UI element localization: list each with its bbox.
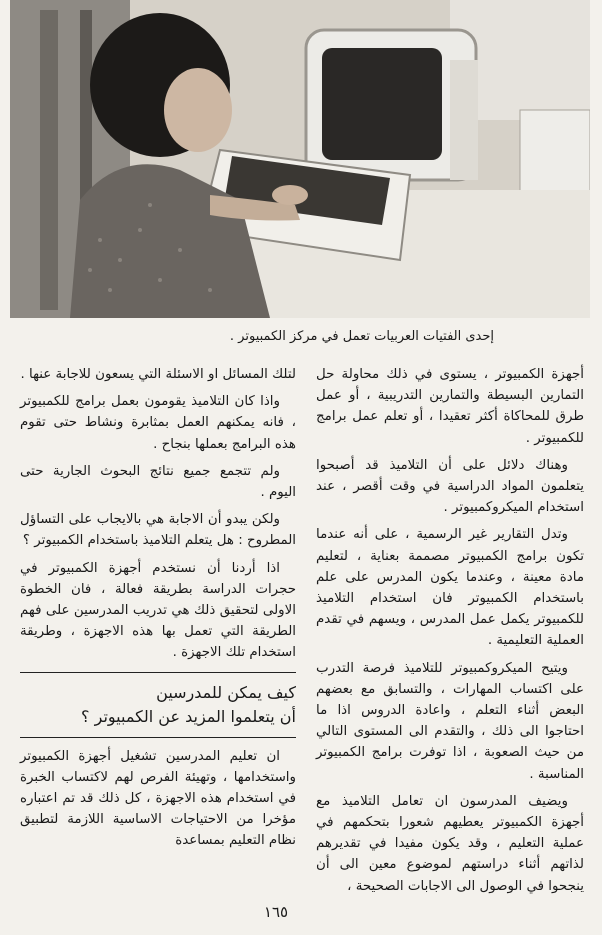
heading-rule-bottom: [20, 737, 296, 738]
heading-rule-top: [20, 672, 296, 673]
section-heading: [20, 681, 296, 729]
paragraph: ولم تتجمع جميع نتائج البحوث الجارية حتى اليوم .: [20, 463, 296, 501]
paragraph: اذا أردنا أن نستخدم أجهزة الكمبيوتر في حجرات الدراسة بطريقة فعالة ، فان الخطوة الاولى لتحقيق ذلك هي تدريب المدرسين على فهم الطريقة التي تعمل بها هذه الاجهزة ، وطريقة استخدام تلك الاجهزة .: [20, 560, 296, 661]
paragraph: أجهزة الكمبيوتر ، يستوى في ذلك محاولة حل التمارين البسيطة والتمارين التدريبية ، أو عمل طرق للمحاكاة أكثر تعقيدا ، أو تعلم عمل برامج للكمبيوتر .: [316, 367, 584, 446]
photo-illustration: [10, 0, 590, 318]
page-number: ١٦٥: [263, 903, 289, 921]
paragraph: ويضيف المدرسون ان تعامل التلاميذ مع أجهزة الكمبيوتر يعطيهم شعورا بتحكمهم في عملية التعليم ، وقد يكون مفيدا في تقديرهم لذاتهم أثناء دراستهم لموضوع معين الى أن ينجحوا في الوصول الى الاجابات الصحيحة ،: [316, 793, 584, 894]
section-heading-line: أن يتعلموا المزيد عن الكمبيوتر ؟: [81, 706, 296, 726]
column-right: [316, 364, 584, 903]
paragraph: وهناك دلائل على أن التلاميذ قد أصبحوا يتعلمون المواد الدراسية في وقت أقصر ، عند استخدام الميكروكمبيوتر .: [316, 457, 584, 516]
paragraph: لتلك المسائل او الاسئلة التي يسعون للاجابة عنها .: [20, 367, 296, 382]
paragraph: ان تعليم المدرسين تشغيل أجهزة الكمبيوتر واستخدامها ، وتهيئة الفرص لهم لاكتساب الخبرة في استخدام هذه الاجهزة ، كل ذلك قد تم اعتباره مؤخرا من الاحتياجات الاساسية اللازمة لتطبيق نظام التعليم بمساعدة: [20, 748, 296, 849]
paragraph: وتدل التقارير غير الرسمية ، على أنه عندما تكون برامج الكمبيوتر مصممة بعناية ، لتعليم مادة معينة ، وعندما يكون المدرس على علم باستخدام الكمبيوتر فان استخدام التلاميذ للكمبيوتر يكمل عمل المدرس ، ويسهم في تقدم العملية التعليمية .: [316, 527, 584, 649]
photo-caption: إحدى الفتيات العربيات تعمل في مركز الكمبيوتر .: [229, 329, 494, 344]
paragraph: واذا كان التلاميذ يقومون بعمل برامج للكمبيوتر ، فانه يمكنهم العمل بمثابرة ونشاط حتى تقوم هذه البرامج بعملها بنجاح .: [20, 394, 296, 452]
photo-woman-at-computer: [10, 0, 590, 318]
paragraph: ويتيح الميكروكمبيوتر للتلاميذ فرصة التدرب على اكتساب المهارات ، والتسابق مع بعضهم البعض أثناء التعلم ، واعادة الدروس اذا ما احتاجوا الى ذلك ، والتقدم الى المستوى التالي من حيث الصعوبة ، اذا توفرت برامج الكمبيوتر المناسبة .: [316, 660, 584, 782]
paragraph: ولكن يبدو أن الاجابة هي بالايجاب على التساؤل المطروح : هل يتعلم التلاميذ باستخدام الكمبيوتر ؟: [20, 512, 296, 549]
section-heading-line: كيف يمكن للمدرسين: [156, 682, 296, 702]
column-left: [20, 364, 296, 858]
